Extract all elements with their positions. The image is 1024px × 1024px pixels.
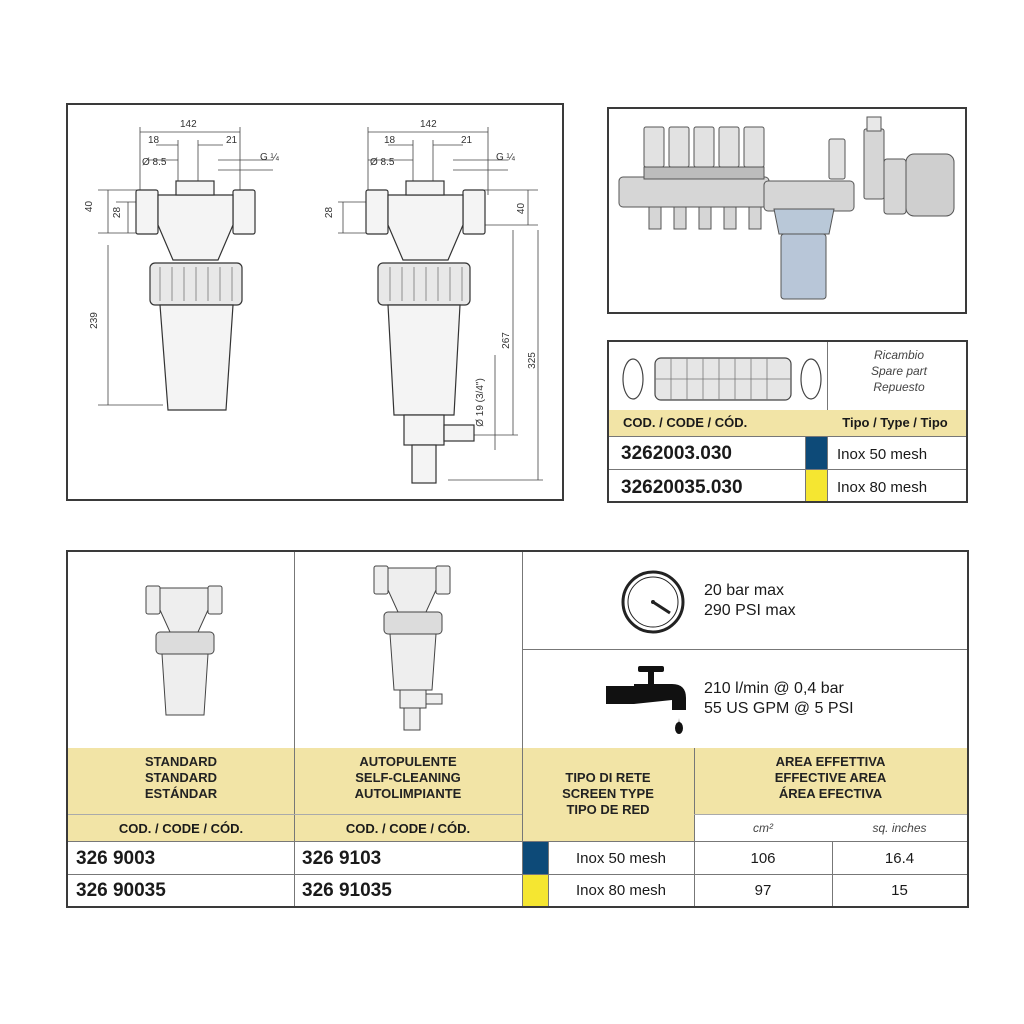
screen-type-es: TIPO DE RED: [566, 802, 650, 817]
area-it: AREA EFFETTIVA: [775, 754, 886, 769]
screen-type-it: TIPO DI RETE: [565, 770, 651, 785]
standard-code-2: 326 90035: [76, 880, 166, 901]
spare-type-2: Inox 80 mesh: [837, 479, 928, 496]
effective-area-header: [694, 754, 967, 802]
dim-bore-right: Ø 8.5: [370, 157, 395, 168]
area-es: ÁREA EFECTIVA: [778, 786, 883, 801]
dim-28-right: 28: [324, 206, 336, 219]
pressure-bar: 20 bar max: [704, 582, 785, 599]
spare-title-it: Ricambio: [873, 348, 924, 362]
spare-code-1: 3262003.030: [621, 443, 732, 464]
dim-width-total-left: 142: [180, 119, 197, 130]
mesh-type-2: Inox 80 mesh: [575, 882, 667, 899]
screen-type-header: [522, 770, 694, 818]
dim-left-offset-left: 18: [148, 135, 160, 146]
spare-color-swatch-2: [806, 470, 827, 501]
mesh-color-swatch-1: [523, 842, 548, 874]
dim-right-offset-left: 21: [226, 135, 238, 146]
technical-drawing-panel: [66, 103, 564, 501]
standard-it: STANDARD: [145, 754, 217, 769]
dim-40-right: 40: [516, 202, 528, 215]
standard-filter-image: [134, 580, 234, 720]
standard-es: ESTÁNDAR: [144, 786, 218, 801]
area-cm2-1: 106: [750, 850, 776, 867]
flow-lmin: 210 l/min @ 0,4 bar: [704, 680, 844, 697]
spare-code-header: COD. / CODE / CÓD.: [623, 415, 748, 430]
area-sqin-2: 15: [891, 882, 908, 899]
self-cleaning-it: AUTOPULENTE: [359, 754, 457, 769]
spare-type-header: Tipo / Type / Tipo: [842, 415, 948, 430]
screen-type-en: SCREEN TYPE: [562, 786, 654, 801]
self-cleaning-es: AUTOLIMPIANTE: [354, 786, 462, 801]
self-cleaning-header: [294, 754, 522, 802]
filter-cartridge-image: [615, 344, 825, 414]
assembly-photo-panel: [607, 107, 967, 314]
unit-cm2: cm²: [753, 821, 773, 835]
dim-267: 267: [500, 332, 512, 349]
self-cleaning-code-2: 326 91035: [302, 880, 392, 901]
dim-outlet: Ø 19 (3/4"): [474, 378, 486, 427]
valve-assembly-image: [609, 109, 965, 312]
self-cleaning-en: SELF-CLEANING: [355, 770, 461, 785]
spare-color-swatch-1: [806, 437, 827, 469]
dim-width-total-right: 142: [420, 119, 437, 130]
standard-code-header: COD. / CODE / CÓD.: [118, 821, 244, 836]
spare-type-1: Inox 50 mesh: [837, 446, 928, 463]
spare-title-es: Repuesto: [873, 380, 925, 394]
dim-right-offset-right: 21: [461, 135, 473, 146]
dim-bore-left: Ø 8.5: [142, 157, 167, 168]
standard-en: STANDARD: [145, 770, 217, 785]
dim-thread-left: G ¼: [260, 152, 279, 163]
area-sqin-1: 16.4: [884, 850, 915, 867]
pressure-psi: 290 PSI max: [704, 602, 796, 619]
dim-left-offset-right: 18: [384, 135, 396, 146]
spare-code-2: 32620035.030: [621, 477, 743, 498]
dim-thread-right: G ¼: [496, 152, 515, 163]
self-cleaning-filter-image: [362, 560, 462, 740]
area-en: EFFECTIVE AREA: [774, 770, 887, 785]
dim-239: 239: [88, 312, 100, 329]
area-cm2-2: 97: [754, 882, 772, 899]
spare-part-panel: [607, 340, 968, 503]
dim-325: 325: [526, 352, 538, 369]
standard-header: [68, 754, 294, 802]
faucet-icon: [602, 660, 702, 740]
mesh-color-swatch-2: [523, 875, 548, 906]
flow-gpm: 55 US GPM @ 5 PSI: [704, 700, 854, 717]
pressure-gauge-icon: [618, 567, 688, 637]
mesh-type-1: Inox 50 mesh: [575, 850, 667, 867]
self-cleaning-code-header: COD. / CODE / CÓD.: [345, 821, 471, 836]
spare-title-en: Spare part: [870, 364, 928, 378]
unit-sqin: sq. inches: [872, 821, 927, 835]
standard-code-1: 326 9003: [76, 848, 156, 869]
dim-28-left: 28: [112, 206, 124, 219]
specs-table: [66, 550, 969, 908]
dim-40-left: 40: [84, 200, 96, 213]
self-cleaning-code-1: 326 9103: [302, 848, 382, 869]
